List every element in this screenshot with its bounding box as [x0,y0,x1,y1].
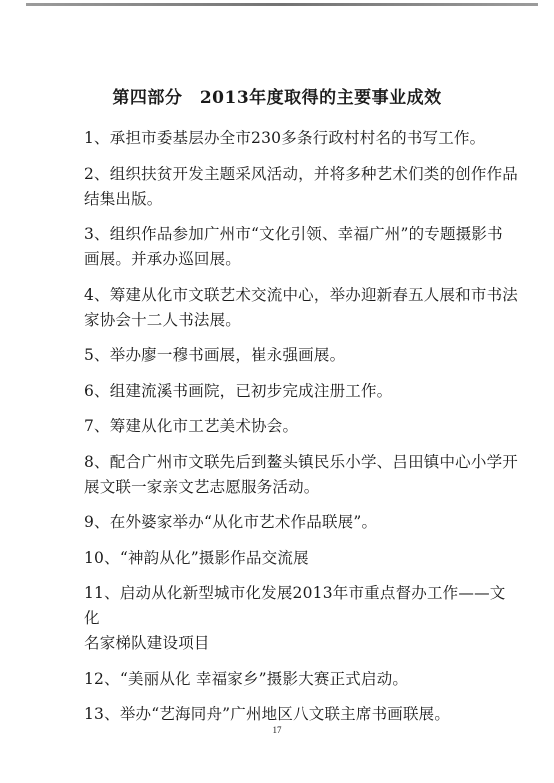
list-item: 8、配合广州市文联先后到鳌头镇民乐小学、吕田镇中心小学开 展文联一家亲文艺志愿服务活动。 [84,452,518,496]
list-item: 9、在外婆家举办“从化市艺术作品联展”。 [84,513,378,531]
page-number: 17 [272,725,282,735]
list-item: 3、组织作品参加广州市“文化引领、幸福广州”的专题摄影书 画展。并承办巡回展。 [84,225,503,268]
list-item: 2、组织扶贫开发主题采风活动，并将多种艺术们类的创作作品 结集出版。 [84,164,518,208]
list-item: 4、筹建从化市文联艺术交流中心，举办迎新春五人展和市书法 家协会十二人书法展。 [84,285,518,329]
page-title: 第四部分 2013年度取得的主要事业成效 [112,88,442,108]
list-item: 1、承担市委基层办全市230多条行政村村名的书写工作。 [84,129,486,147]
list-item: 11、启动从化新型城市化发展2013年市重点督办工作——文化 名家梯队建设项目 [84,584,506,652]
list-item: 6、组建流溪书画院，已初步完成注册工作。 [84,381,393,400]
top-edge-rule [26,3,538,6]
list-item: 12、“美丽从化 幸福家乡”摄影大赛正式启动。 [84,669,409,688]
list-item: 7、筹建从化市工艺美术协会。 [84,417,299,435]
achievement-list [84,126,518,738]
list-item: 13、举办“艺海同舟”广州地区八文联主席书画联展。 [84,705,451,723]
list-item: 10、“神韵从化”摄影作品交流展 [84,548,309,567]
list-item: 5、举办廖一穆书画展，崔永强画展。 [84,346,346,364]
